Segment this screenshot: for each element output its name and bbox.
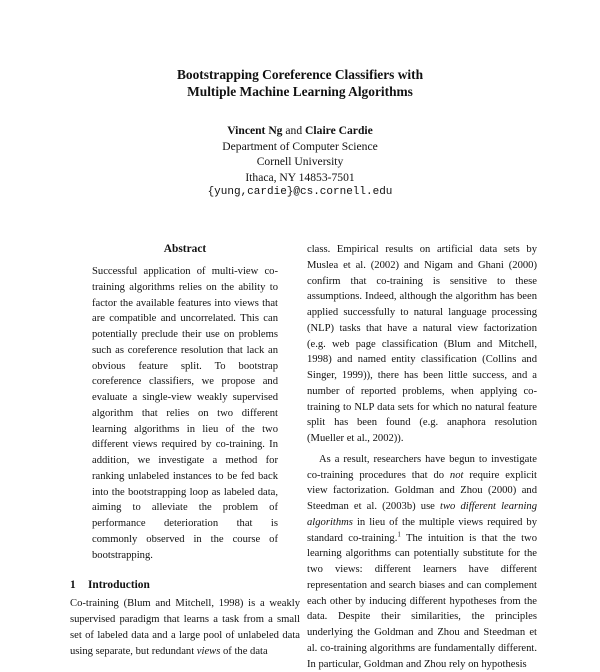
intro-text-em: views <box>196 645 221 657</box>
abstract-text: Successful application of multi-view co-training algorithms relies on the ability to factor the available features into views that are compatible and uncorrelated. This can potentially preclude their use on problems such as coreference resolution that lack an obvious feature split. To bootstrap coreference classifiers, we propose and evaluate a single-view weakly supervised algorithm that relies on two different learning algorithms in lieu of the two different views required by co-training. In addition, we investigate a method for ranking unlabeled instances to be fed back into the bootstrapping loop as labeled data, aiming to alleviate the problem of performance deterioration that is commonly observed in the course of bootstrapping. <box>92 266 278 561</box>
right-text-c: in lieu of the multiple views required by standard co-training. <box>307 516 537 544</box>
paper-title <box>0 66 600 100</box>
right-text-em-2: two different learning algorithms <box>307 501 537 528</box>
intro-paragraph <box>70 596 300 659</box>
department: Department of Computer Science <box>222 139 378 153</box>
author-2: Claire Cardie <box>305 124 373 137</box>
email: {yung,cardie}@cs.cornell.edu <box>207 186 393 199</box>
section-number: 1 <box>70 579 76 592</box>
section-heading-introduction <box>70 578 300 592</box>
right-column <box>307 242 537 672</box>
right-text-a: As a result, researchers have begun to investigate co-training procedures that do <box>307 453 537 481</box>
section-title-text: Introduction <box>88 579 150 592</box>
title-line-1: Bootstrapping Coreference Classifiers with <box>176 67 424 82</box>
left-column <box>70 242 300 659</box>
author-and: and <box>285 124 303 137</box>
author-1: Vincent Ng <box>227 124 283 137</box>
intro-text-a: Co-training (Blum and Mitchell, 1998) is a weakly supervised paradigm that learns a task from a small set of labeled data and a large pool of unlabeled data using separate, but redundant <box>70 598 300 657</box>
right-text-b: require explicit view factorization. Goldman and Zhou (2000) and Steedman et al. (2003b) use <box>307 469 537 512</box>
university: Cornell University <box>256 155 344 169</box>
city: Ithaca, NY 14853-7501 <box>245 170 355 184</box>
footnote-marker[interactable]: 1 <box>397 529 401 538</box>
abstract-heading: Abstract <box>163 243 207 255</box>
title-line-2: Multiple Machine Learning Algorithms <box>187 84 413 99</box>
right-paragraph-1: class. Empirical results on artificial data sets by Muslea et al. (2002) and Nigam and Ghani (2000) confirm that co-training is sensitive to these assumptions. Indeed, although the algorithm has been applied successfully to natural language processing (NLP) tasks that have a natural view factorization (e.g. web page classification (Blum and Mitchell, 1998) and named entity classification (Collins and Singer, 1999)), there has been little success, and a number of reported problems, when applying co-training to NLP data sets for which no natural feature split has been found (e.g. anaphora resolution (Mueller et al., 2002)). <box>307 244 537 444</box>
author-block <box>0 123 600 201</box>
right-text-d: The intuition is that the two learning algorithms can potentially substitute for the two views: different learners have different representation and search biases and can complement each other by inducing different hypotheses from the data. Despite their similarities, the principles underlying the Goldman and Zhou and Steedman et al. co-training algorithms are fundamentally different. In particular, Goldman and Zhou rely on hypothesis <box>307 532 537 670</box>
intro-text-b: of the data <box>220 645 268 657</box>
right-text-em-1: not <box>449 469 464 481</box>
author-names <box>0 123 600 139</box>
right-paragraph-2 <box>307 452 537 672</box>
